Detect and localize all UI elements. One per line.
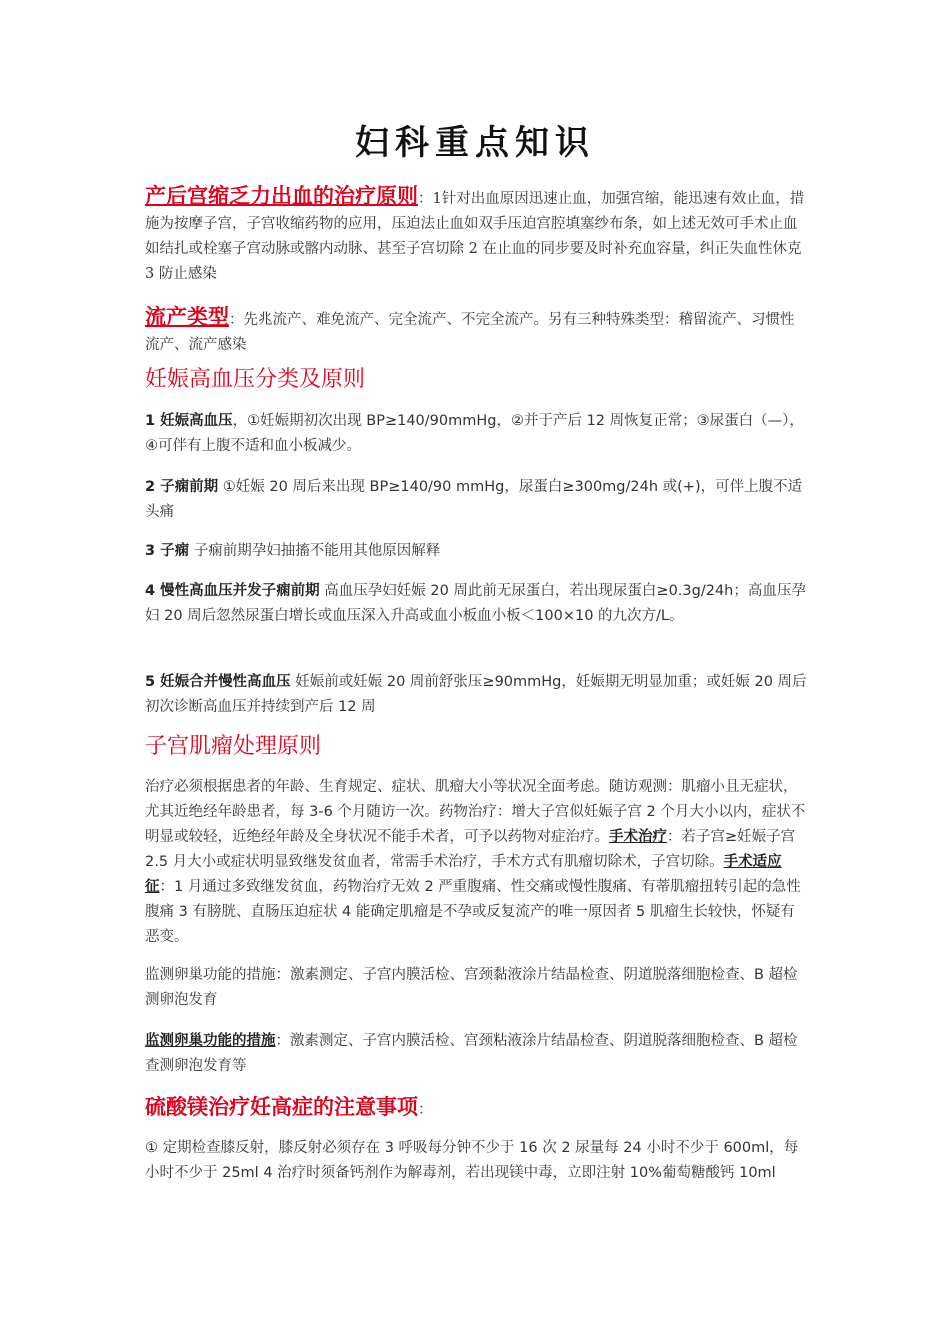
- magnesium-paragraph: ① 定期检查膝反射，膝反射必须存在 3 呼吸每分钟不少于 16 次 2 尿量每 24 小时不少于 600ml，每小时不少于 25ml 4 治疗时须备钙剂作为解毒剂，若出现镁中毒，立即注射 10%葡萄糖酸钙 10ml: [145, 1140, 799, 1181]
- abortion-section: [145, 305, 807, 358]
- hypertension-item-text: ，①妊娠期初次出现 BP≥140/90mmHg，②并于产后 12 周恢复正常；③尿蛋白（—），④可伴有上腹不适和血小板减少。: [145, 413, 804, 454]
- fibroid-text-c: ：1 月通过多致继发贫血，药物治疗无效 2 严重腹痛、性交痛或慢性腹痛、有蒂肌瘤扭转引起的急性腹痛 3 有膀胱、直肠压迫症状 4 能确定肌瘤是不孕或反复流产的唯一原因者 5 肌瘤生长较快，怀疑有恶变。: [145, 879, 801, 945]
- ovary-monitor-text: ：激素测定、子宫内膜活检、宫颈粘液涂片结晶检查、阴道脱落细胞检查、B 超检查测卵泡发育等: [145, 1033, 798, 1074]
- pph-colon: ：: [418, 191, 433, 207]
- ovary-monitor-paragraph-2: [145, 1029, 807, 1079]
- fibroid-text-b: ：若子宫≥妊娠子宫 2.5 月大小或症状明显致继发贫血者，常需手术治疗，手术方式有肌瘤切除术，子宫切除。: [145, 829, 796, 870]
- surgery-label: 手术治疗: [609, 829, 667, 845]
- hypertension-item-label: 4 慢性高血压并发子痫前期: [145, 583, 320, 599]
- magnesium-heading: 硫酸镁治疗妊高症的注意事项: [145, 1095, 418, 1119]
- hypertension-item-label: 1 妊娠高血压: [145, 413, 233, 429]
- hypertension-item-text: 妊娠前或妊娠 20 周前舒张压≥90mmHg，妊娠期无明显加重；或妊娠 20 周后初次诊断高血压并持续到产后 12 周: [145, 674, 807, 715]
- hypertension-item-text: 高血压孕妇妊娠 20 周此前无尿蛋白，若出现尿蛋白≥0.3g/24h；高血压孕妇 20 周后忽然尿蛋白增长或血压深入升高或血小板血小板＜100×10 的九次方/L。: [145, 583, 806, 624]
- abortion-text: 先兆流产、难免流产、完全流产、不完全流产。另有三种特殊类型：稽留流产、习惯性流产、流产感染: [145, 312, 795, 353]
- fibroid-paragraph: [145, 775, 807, 950]
- hypertension-item: [145, 475, 807, 525]
- hypertension-item: [145, 579, 807, 629]
- magnesium-heading-line: [145, 1091, 807, 1123]
- abortion-heading: 流产类型: [145, 305, 229, 329]
- hypertension-item-label: 2 子痫前期: [145, 479, 219, 495]
- hypertension-item-label: 3 子痫: [145, 543, 190, 559]
- abortion-colon: ：: [229, 312, 244, 328]
- hypertension-item-text: ①妊娠 20 周后来出现 BP≥140/90 mmHg，尿蛋白≥300mg/24h 或(+)，可伴上腹不适头痛: [145, 479, 803, 520]
- fibroid-text-a: 治疗必须根据患者的年龄、生育规定、症状、肌瘤大小等状况全面考虑。随访观测：肌瘤小且无症状，尤其近绝经年龄患者，每 3-6 个月随访一次。药物治疗：增大子宫似妊娠子宫 2 个月大小以内，症状不明显或较轻，近绝经年龄及全身状况不能手术者，可予以药物对症治疗。: [145, 779, 806, 845]
- indication-label: 手术适应征: [145, 854, 782, 895]
- pph-text: 1针对出血原因迅速止血，加强宫缩，能迅速有效止血，措施为按摩子宫，子宫收缩药物的应用，压迫法止血如双手压迫宫腔填塞纱布条，如上述无效可手术止血如结扎或栓塞子宫动脉或髂内动脉、甚至子宫切除 2 在止血的同步要及时补充血容量，纠正失血性休克 3 防止感染: [145, 191, 805, 282]
- fibroid-heading: 子宫肌瘤处理原则: [145, 734, 322, 759]
- page-title: 妇科重点知识: [355, 123, 595, 163]
- ovary-monitor-label: 监测卵巢功能的措施: [145, 1033, 276, 1049]
- magnesium-colon: ：: [418, 1102, 433, 1118]
- hypertension-item-label: 5 妊娠合并慢性高血压: [145, 674, 291, 690]
- hypertension-item: [145, 539, 807, 564]
- pph-heading: 产后宫缩乏力出血的治疗原则: [145, 184, 418, 208]
- hypertension-item: [145, 409, 807, 459]
- hypertension-item: [145, 670, 807, 720]
- ovary-monitor-paragraph: 监测卵巢功能的措施：激素测定、子宫内膜活检、宫颈黏液涂片结晶检查、阴道脱落细胞检查、B 超检测卵泡发育: [145, 967, 798, 1008]
- pph-section: [145, 184, 807, 287]
- hypertension-item-text: 子痫前期孕妇抽搐不能用其他原因解释: [189, 543, 441, 559]
- hypertension-heading: 妊娠高血压分类及原则: [145, 367, 366, 392]
